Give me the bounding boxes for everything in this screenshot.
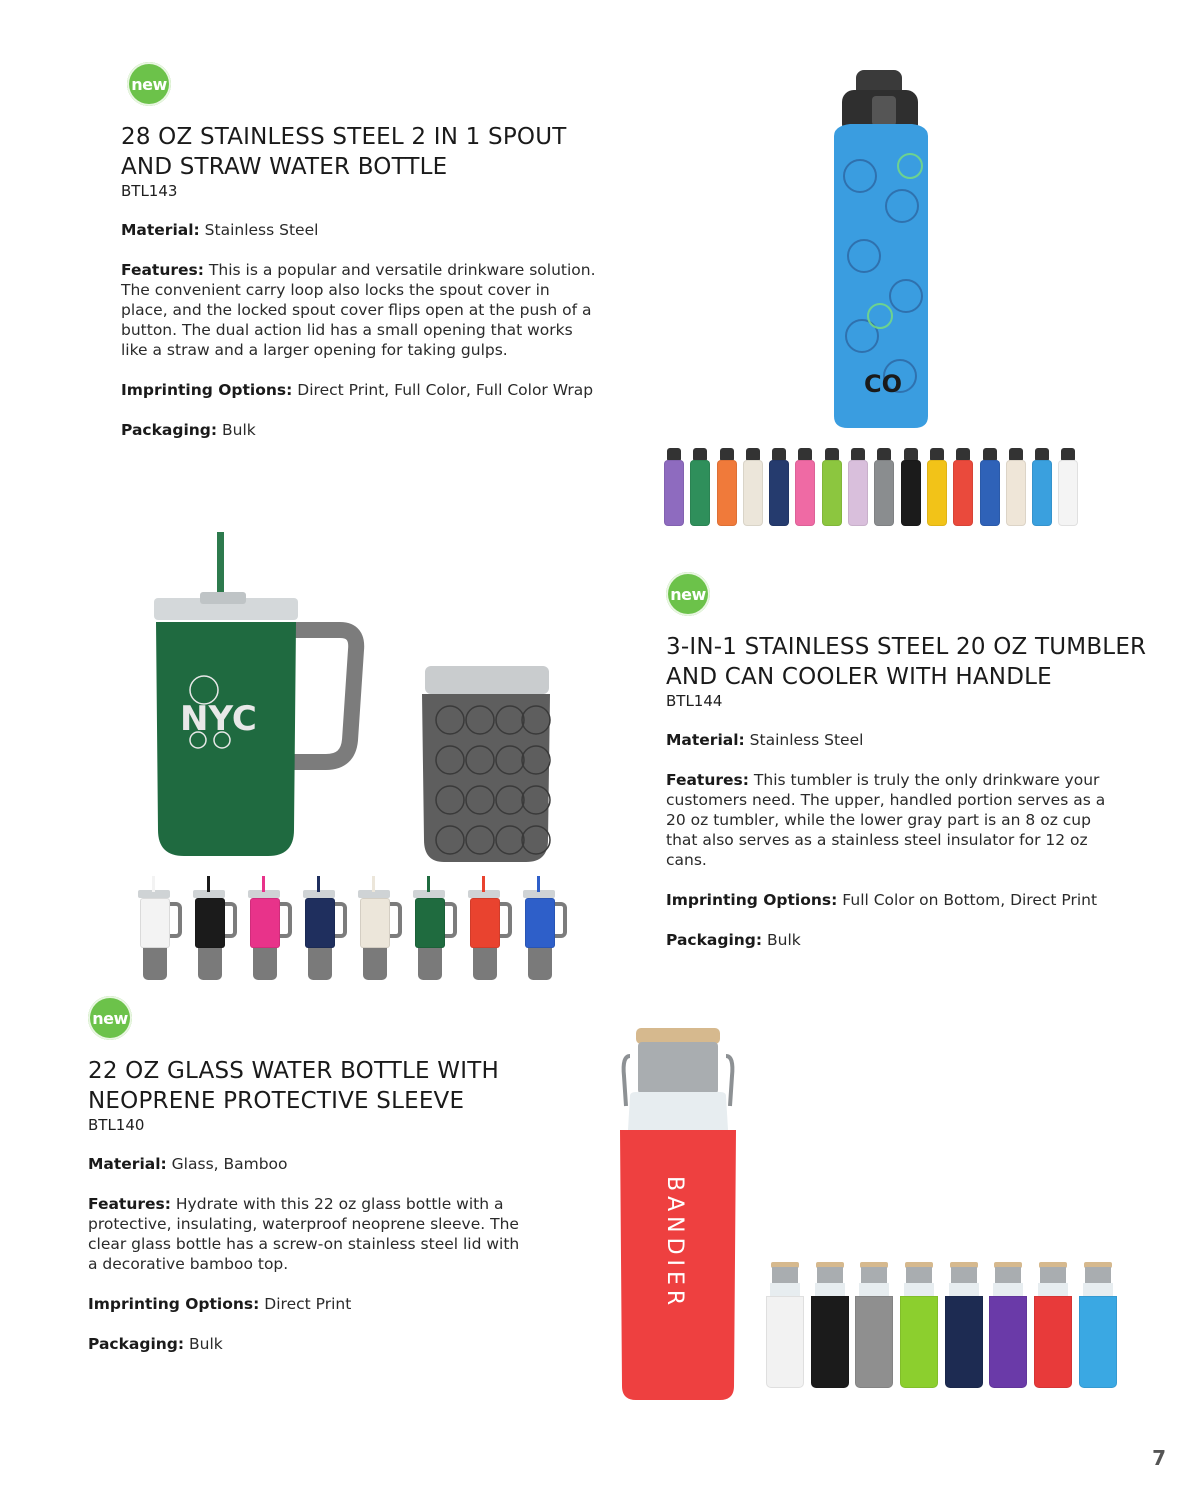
product-sku: BTL140 [88, 1116, 145, 1134]
packaging-label: Packaging: [88, 1335, 185, 1353]
color-swatch-bottle [901, 448, 921, 526]
product-title-line2: NEOPRENE PROTECTIVE SLEEVE [88, 1088, 465, 1114]
imprinting-line [666, 890, 1146, 910]
color-swatch-bottle [690, 448, 710, 526]
features-line [121, 260, 601, 360]
material-line [121, 220, 601, 240]
product-sku: BTL143 [121, 182, 178, 200]
material-line [666, 730, 1146, 750]
color-swatch-glass-bottle [1034, 1262, 1072, 1390]
product-title-line1: 22 OZ GLASS WATER BOTTLE WITH [88, 1058, 499, 1084]
product-title [121, 122, 601, 182]
product-title-line1: 28 OZ STAINLESS STEEL 2 IN 1 SPOUT [121, 124, 567, 150]
product-btl140 [88, 996, 528, 1374]
material-value: Glass, Bamboo [171, 1155, 288, 1173]
imprinting-value: Full Color on Bottom, Direct Print [842, 891, 1098, 909]
imprinting-line [121, 380, 601, 400]
imprinting-label: Imprinting Options: [666, 891, 838, 909]
material-label: Material: [121, 221, 200, 239]
color-swatch-bottle [848, 448, 868, 526]
packaging-label: Packaging: [666, 931, 763, 949]
new-badge: new [127, 62, 171, 106]
color-swatch-bottle [664, 448, 684, 526]
packaging-value: Bulk [222, 421, 256, 439]
color-swatch-bottle [743, 448, 763, 526]
color-swatch-bottle [1058, 448, 1078, 526]
tumbler-print-text: NYC [180, 699, 257, 739]
color-swatch-glass-bottle [855, 1262, 893, 1390]
bottle-image [820, 66, 940, 432]
product-title-line2: AND STRAW WATER BOTTLE [121, 154, 448, 180]
new-badge: new [88, 996, 132, 1040]
color-swatch-mug [301, 876, 347, 982]
sleeve-print-text: BANDIER [662, 1176, 687, 1311]
packaging-line [121, 420, 601, 440]
color-swatch-mug [521, 876, 567, 982]
color-swatches [766, 1262, 1124, 1390]
imprinting-value: Direct Print [264, 1295, 352, 1313]
features-line [666, 770, 1126, 870]
color-swatch-glass-bottle [945, 1262, 983, 1390]
glass-bottle-image [616, 1026, 740, 1406]
new-badge: new [666, 572, 710, 616]
product-btl143 [121, 62, 601, 460]
color-swatch-mug [246, 876, 292, 982]
tumbler-image [140, 530, 560, 870]
product-sku: BTL144 [666, 692, 723, 710]
product-title [666, 632, 1146, 692]
features-value: This tumbler is truly the only drinkware your customers need. The upper, handled portion serves as a 20 oz tumbler, while the lower gray part is an 8 oz cup that also serves as a stainless steel insulator for 12 oz cans. [666, 771, 1106, 869]
imprinting-value: Direct Print, Full Color, Full Color Wrap [297, 381, 594, 399]
material-line [88, 1154, 528, 1174]
color-swatch-bottle [980, 448, 1000, 526]
color-swatch-mug [356, 876, 402, 982]
features-label: Features: [666, 771, 749, 789]
color-swatches [136, 876, 576, 982]
features-value: This is a popular and versatile drinkware solution. The convenient carry loop also locks the spout cover in place, and the locked spout cover flips open at the push of a button. The dual action lid has a small opening that works like a straw and a larger opening for taking gulps. [121, 261, 596, 359]
color-swatch-bottle [717, 448, 737, 526]
material-value: Stainless Steel [749, 731, 864, 749]
color-swatch-bottle [927, 448, 947, 526]
color-swatch-mug [136, 876, 182, 982]
material-label: Material: [666, 731, 745, 749]
imprinting-label: Imprinting Options: [88, 1295, 260, 1313]
color-swatch-bottle [874, 448, 894, 526]
color-swatch-glass-bottle [989, 1262, 1027, 1390]
color-swatch-bottle [1032, 448, 1052, 526]
product-title-line1: 3-IN-1 STAINLESS STEEL 20 OZ TUMBLER [666, 634, 1147, 660]
color-swatch-bottle [822, 448, 842, 526]
packaging-value: Bulk [189, 1335, 223, 1353]
packaging-line [88, 1334, 528, 1354]
color-swatch-bottle [953, 448, 973, 526]
imprinting-label: Imprinting Options: [121, 381, 293, 399]
features-line [88, 1194, 528, 1274]
features-label: Features: [121, 261, 204, 279]
color-swatch-glass-bottle [811, 1262, 849, 1390]
packaging-value: Bulk [767, 931, 801, 949]
color-swatch-bottle [795, 448, 815, 526]
color-swatch-mug [191, 876, 237, 982]
product-title-line2: AND CAN COOLER WITH HANDLE [666, 664, 1052, 690]
bottle-print-text: CO [864, 370, 903, 398]
material-label: Material: [88, 1155, 167, 1173]
color-swatch-mug [466, 876, 512, 982]
page-number: 7 [1152, 1446, 1166, 1470]
material-value: Stainless Steel [204, 221, 319, 239]
color-swatch-mug [411, 876, 457, 982]
color-swatch-glass-bottle [900, 1262, 938, 1390]
color-swatch-glass-bottle [766, 1262, 804, 1390]
color-swatches [664, 448, 1085, 526]
packaging-line [666, 930, 1146, 950]
imprinting-line [88, 1294, 528, 1314]
color-swatch-bottle [1006, 448, 1026, 526]
color-swatch-bottle [769, 448, 789, 526]
product-title [88, 1056, 528, 1116]
product-btl144 [666, 572, 1146, 970]
color-swatch-glass-bottle [1079, 1262, 1117, 1390]
features-value: Hydrate with this 22 oz glass bottle with a protective, insulating, waterproof neoprene sleeve. The clear glass bottle has a screw-on stainless steel lid with a decorative bamboo top. [88, 1195, 520, 1273]
packaging-label: Packaging: [121, 421, 218, 439]
features-label: Features: [88, 1195, 171, 1213]
